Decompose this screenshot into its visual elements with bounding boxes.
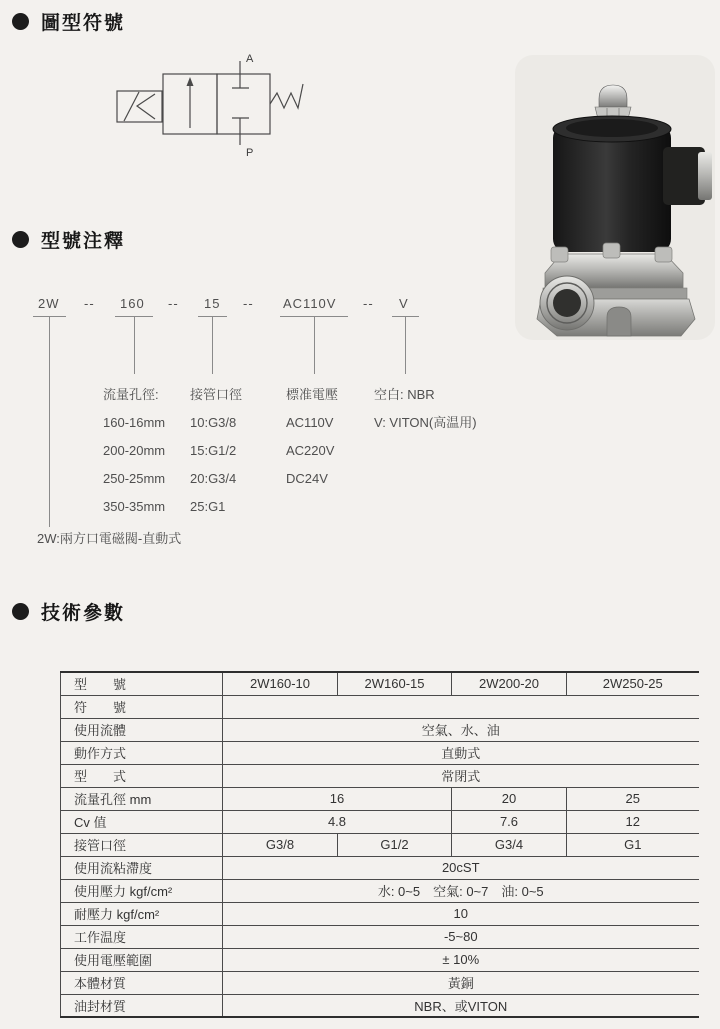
legend-column-port-size <box>190 381 242 521</box>
model-code-separator: -- <box>168 296 179 311</box>
bullet-icon <box>12 231 29 248</box>
spec-cell: G1/2 <box>338 833 452 856</box>
spec-label: 流量孔徑 mm <box>61 787 223 810</box>
section-title: 技術參數 <box>41 603 126 624</box>
legend-line: 350-35mm <box>103 499 166 514</box>
spec-label: 本體材質 <box>61 971 223 994</box>
legend-line: 250-25mm <box>103 471 166 486</box>
spec-cell: -5~80 <box>223 925 699 948</box>
legend-line: 25:G1 <box>190 499 226 514</box>
table-row-action <box>61 741 699 764</box>
model-code-part: AC110V <box>283 296 337 311</box>
legend-column-seal <box>374 381 477 437</box>
legend-line: 空白: NBR <box>374 387 435 402</box>
section-heading-model-notation <box>12 226 125 253</box>
spec-cell: 2W250-25 <box>567 672 699 695</box>
model-code-separator: -- <box>84 296 95 311</box>
section-title: 型號注釋 <box>41 231 126 252</box>
bullet-icon <box>12 603 29 620</box>
spec-label: 油封材質 <box>61 994 223 1017</box>
table-row-model <box>61 672 699 695</box>
spec-cell <box>223 695 699 718</box>
spec-cell: 空氣、水、油 <box>223 718 699 741</box>
connector-line <box>134 317 135 374</box>
coil-symbol <box>117 91 162 122</box>
model-footnote: 2W:兩方口電磁閥-直動式 <box>37 531 182 546</box>
spec-label: 符 號 <box>61 695 223 718</box>
spec-label: 接管口徑 <box>61 833 223 856</box>
table-row-proof-pressure <box>61 902 699 925</box>
connector-line <box>212 317 213 374</box>
table-row-viscosity <box>61 856 699 879</box>
spec-label: 動作方式 <box>61 741 223 764</box>
table-row-voltage-range <box>61 948 699 971</box>
spec-cell: 黃銅 <box>223 971 699 994</box>
valve-position-closed <box>217 74 270 134</box>
table-row-cv <box>61 810 699 833</box>
table-row-orifice <box>61 787 699 810</box>
legend-line: 流量孔徑: <box>103 387 159 402</box>
legend-line: 15:G1/2 <box>190 443 237 458</box>
spec-label: 使用流體 <box>61 718 223 741</box>
connector-line <box>314 317 315 374</box>
arrow-head <box>187 77 194 86</box>
legend-line: AC110V <box>286 415 334 430</box>
spring-symbol <box>270 84 303 108</box>
spec-cell: 7.6 <box>452 810 567 833</box>
table-row-body-material <box>61 971 699 994</box>
section-heading-graphic-symbol <box>12 8 125 35</box>
legend-line: 160-16mm <box>103 415 166 430</box>
spec-label: 耐壓力 kgf/cm² <box>61 902 223 925</box>
spec-cell: 4.8 <box>223 810 452 833</box>
spec-cell: 2W200-20 <box>452 672 567 695</box>
legend-line: 20:G3/4 <box>190 471 237 486</box>
table-row-temperature <box>61 925 699 948</box>
valve-schematic-icon <box>110 48 320 173</box>
spec-cell: 2W160-15 <box>338 672 452 695</box>
table-row-fluid <box>61 718 699 741</box>
table-row-type <box>61 764 699 787</box>
spec-label: 型 號 <box>61 672 223 695</box>
legend-line: 200-20mm <box>103 443 166 458</box>
spec-label: 工作温度 <box>61 925 223 948</box>
spec-cell: 直動式 <box>223 741 699 764</box>
table-row-seal-material <box>61 994 699 1017</box>
spec-cell: 20 <box>452 787 567 810</box>
legend-column-orifice <box>103 381 165 521</box>
spec-cell: 25 <box>567 787 699 810</box>
model-code-part: 2W <box>38 296 60 311</box>
spec-label: 型 式 <box>61 764 223 787</box>
legend-column-voltage <box>286 381 338 493</box>
spec-label: 使用電壓範圍 <box>61 948 223 971</box>
spec-cell: NBR、或VITON <box>223 994 699 1017</box>
section-title: 圖型符號 <box>41 13 126 34</box>
model-code-separator: -- <box>363 296 374 311</box>
model-code-separator: -- <box>243 296 254 311</box>
spec-cell: G3/4 <box>452 833 567 856</box>
spec-cell: 常閉式 <box>223 764 699 787</box>
spec-cell: ± 10% <box>223 948 699 971</box>
spec-cell: 16 <box>223 787 452 810</box>
dome-nut <box>599 85 627 107</box>
legend-line: 標准電壓 <box>286 387 339 402</box>
model-code-part: 15 <box>204 296 221 311</box>
connector-line <box>49 317 50 527</box>
legend-line: 接管口徑 <box>190 387 243 402</box>
legend-line: DC24V <box>286 471 328 486</box>
model-code-part: 160 <box>120 296 145 311</box>
spec-cell: 2W160-10 <box>223 672 338 695</box>
model-code-part: V <box>399 296 409 311</box>
spec-label: 使用壓力 kgf/cm² <box>61 879 223 902</box>
table-row-port-size <box>61 833 699 856</box>
port-p-label: P <box>246 147 254 159</box>
coil-housing <box>553 125 671 252</box>
spec-cell: 20cST <box>223 856 699 879</box>
port-a-label: A <box>246 53 254 65</box>
spec-label: Cv 值 <box>61 810 223 833</box>
spec-label: 使用流粘滯度 <box>61 856 223 879</box>
bullet-icon <box>12 13 29 30</box>
spec-cell: G1 <box>567 833 699 856</box>
spec-cell: 水: 0~5 空氣: 0~7 油: 0~5 <box>223 879 699 902</box>
spec-cell: 10 <box>223 902 699 925</box>
spec-table <box>60 671 699 1018</box>
legend-line: AC220V <box>286 443 335 458</box>
legend-line: 10:G3/8 <box>190 415 237 430</box>
spec-cell: G3/8 <box>223 833 338 856</box>
section-heading-technical-parameters <box>12 598 125 625</box>
legend-line: V: VITON(高温用) <box>374 415 477 430</box>
table-row-working-pressure <box>61 879 699 902</box>
spec-cell: 12 <box>567 810 699 833</box>
table-row-symbol <box>61 695 699 718</box>
connector-line <box>405 317 406 374</box>
product-photo <box>515 55 715 340</box>
